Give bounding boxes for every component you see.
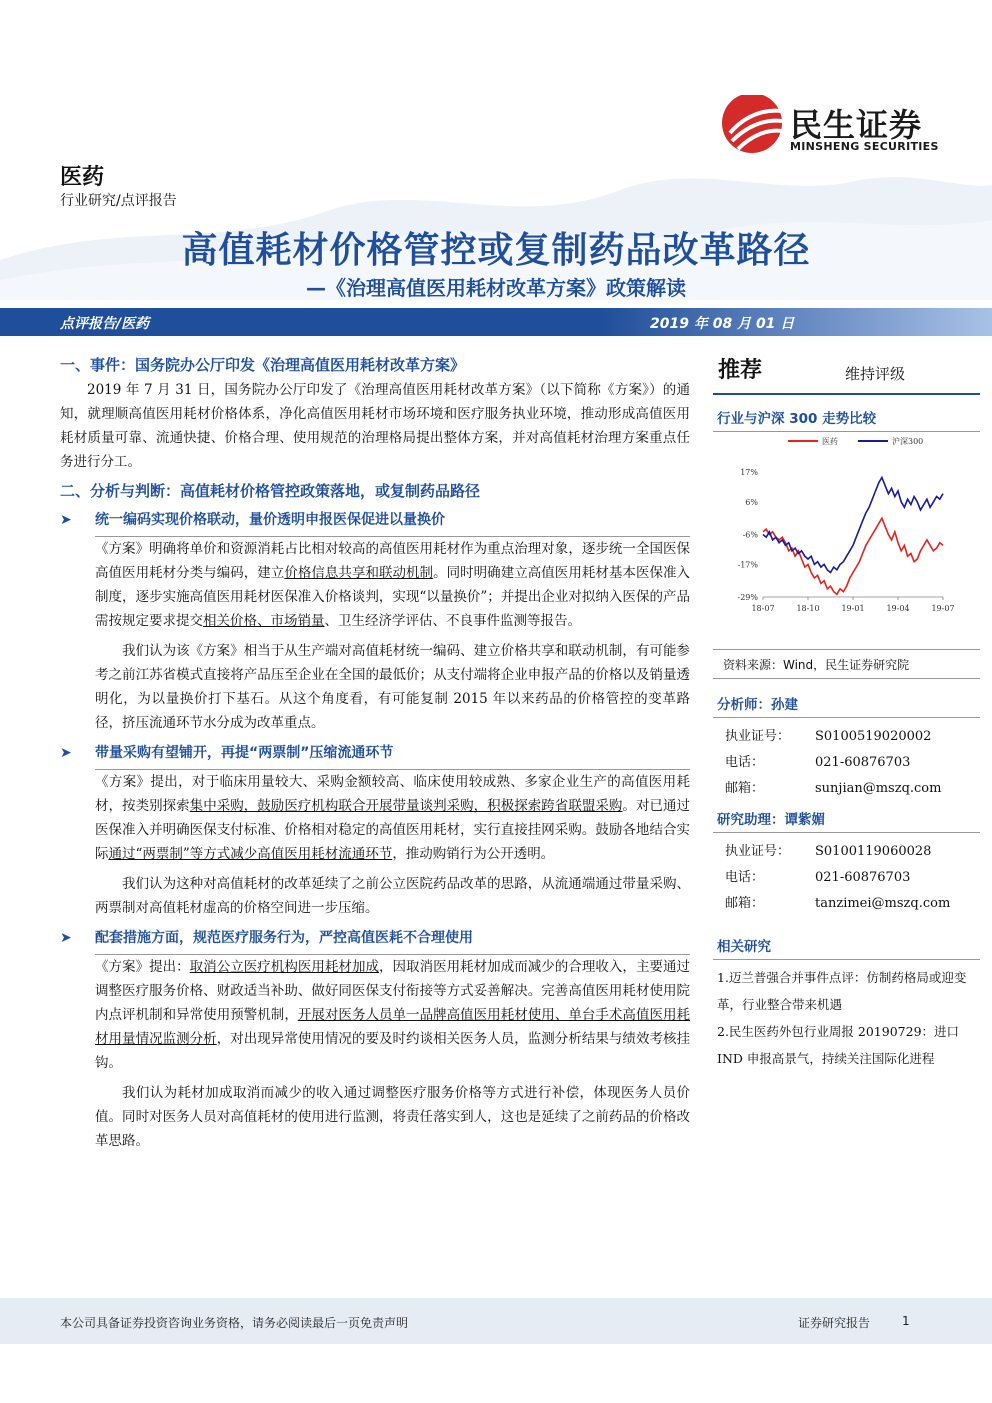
sidebar xyxy=(713,345,980,1072)
analyst-value[interactable]: sunjian@mszq.com xyxy=(815,781,942,796)
section-2-title: 二、分析与判断：高值耗材价格管控政策落地，或复制药品路径 xyxy=(60,482,481,500)
bullet-1-title-text: 统一编码实现价格联动，量价透明申报医保促进以量换价 xyxy=(95,512,445,528)
text-run: 《方案》提出，对于临床用量较大、采购金额较高、临床使用较成熟、多家企业生产的高值医用耗材，按类别探索 xyxy=(95,774,690,814)
sector-label: 医药 xyxy=(60,165,105,190)
y-tick-label: -29% xyxy=(737,593,758,602)
bullet-1-title xyxy=(60,508,690,532)
assistant-key: 电话： xyxy=(725,870,765,885)
y-tick-label: 17% xyxy=(740,468,758,477)
bullet-2-title-text: 带量采购有望铺开，再提“两票制”压缩流通环节 xyxy=(95,745,394,761)
header-bar-category: 点评报告/医药 xyxy=(60,316,150,332)
bullet-3-title xyxy=(60,926,690,950)
text-run: ，因取消医用耗材加成而减少的合理收入，主要通过调整医疗服务价格、财政适当补助、做好同医保支付衔接等方式妥善解决。完善高值医用耗材使用院内点评机制和异常使用预警机制， xyxy=(95,959,691,1023)
bullet-arrow-icon: ➤ xyxy=(60,930,72,946)
bullet-1-paragraph-2: 我们认为该《方案》相当于从生产端对高值耗材统一编码、建立价格共享和联动机制，有可能参考之前江苏省模式直接将产品压至企业在全国的最低价；从支付端将企业申报产品的价格以及销量透明化，为以量换价打下基石。从这个角度看，有可能复制 2015 年以来药品的价格管控的变革路径，挤压流通环节水分成为改革重点。 xyxy=(95,643,690,731)
x-tick-label: 19-07 xyxy=(931,604,955,613)
assistant-value: S0100119060028 xyxy=(815,844,932,859)
x-tick-label: 19-04 xyxy=(886,604,910,613)
legend-label: 医药 xyxy=(822,437,838,446)
underlined-text: 通过“两票制”等方式减少高值医用耗材流通环节 xyxy=(108,846,393,862)
x-tick-label: 18-10 xyxy=(796,604,820,613)
rating-box xyxy=(713,345,980,395)
footer-label: 证券研究报告 xyxy=(798,1316,871,1330)
related-item-1[interactable]: 1.迈兰普强合并事件点评：仿制药格局或迎变革，行业整合带来机遇 xyxy=(717,970,967,1012)
bullet-2-paragraph-2: 我们认为这种对高值耗材的改革延续了之前公立医院药品改革的思路，从流通端通过带量采购、两票制对高值耗材虚高的价格空间进一步压缩。 xyxy=(95,876,690,916)
analyst-row xyxy=(713,750,980,776)
y-tick-label: 6% xyxy=(745,497,758,507)
related-title: 相关研究 xyxy=(713,931,980,960)
y-tick-label: -6% xyxy=(742,530,758,540)
footer-disclaimer: 本公司具备证券投资咨询业务资格，请务必阅读最后一页免责声明 xyxy=(60,1316,409,1330)
section-1-title: 一、事件：国务院办公厅印发《治理高值医用耗材改革方案》 xyxy=(60,356,466,374)
analyst-key: 邮箱： xyxy=(725,781,765,796)
report-type: 行业研究/点评报告 xyxy=(60,193,177,209)
assistant-value: 021-60876703 xyxy=(815,870,911,885)
underlined-text: 集中采购，鼓励医疗机构联合开展带量谈判采购，积极探索跨省联盟采购 xyxy=(189,798,623,814)
assistant-info xyxy=(713,833,980,917)
bullet-arrow-icon: ➤ xyxy=(60,745,72,761)
analyst-info xyxy=(713,718,980,802)
assistant-row xyxy=(713,891,980,917)
bullet-2-title xyxy=(60,741,690,765)
y-tick-label: -17% xyxy=(737,560,758,570)
analyst-value: 021-60876703 xyxy=(815,755,911,770)
bullet-arrow-icon: ➤ xyxy=(60,512,72,528)
series-line xyxy=(763,518,943,594)
trend-chart xyxy=(713,432,980,650)
series-line xyxy=(763,477,943,572)
section-1-paragraph: 2019 年 7 月 31 日，国务院办公厅印发了《治理高值医用耗材改革方案》（以下简称《方案》）的通知，就理顺高值医用耗材价格体系，净化高值医用耗材市场环境和医疗服务执业环境，推动形成高值医用耗材质量可靠、流通快捷、价格合理、使用规范的治理格局提出整体方案，并对高值耗材治理方案重点任务进行分工。 xyxy=(60,382,690,470)
text-run: ，推动购销行为公开透明。 xyxy=(392,846,555,862)
text-run: 。同时明确建立高值医用耗材基本医保准入制度，逐步实施高值医用耗材医保准入价格谈判，实现“以量换价”；并提出企业对拟纳入医保的产品需按规定要求提交 xyxy=(95,565,691,629)
related-research xyxy=(713,960,980,1072)
assistant-row xyxy=(713,839,980,865)
text-run: 。对已通过医保准入并明确医保支付标准、价格相对稳定的高值医用耗材，实行直接挂网采购。鼓励各地结合实际 xyxy=(95,798,691,862)
chart-source: 资料来源：Wind，民生证券研究院 xyxy=(713,650,980,679)
text-run: 《方案》提出： xyxy=(95,959,190,975)
bullet-2-paragraph-1 xyxy=(60,770,690,866)
assistant-row xyxy=(713,865,980,891)
x-tick-label: 19-01 xyxy=(841,604,865,613)
underlined-text: 相关价格、市场销量 xyxy=(203,613,325,629)
brand-name-en: MINSHENG SECURITIES xyxy=(790,140,939,153)
bullet-1-paragraph-1 xyxy=(60,537,690,633)
text-run: 、卫生经济学评估、不良事件监测等报告。 xyxy=(324,613,581,629)
main-content xyxy=(60,350,690,1153)
page-number: 1 xyxy=(902,1314,910,1328)
underlined-text: 价格信息共享和联动机制 xyxy=(284,565,434,581)
analyst-row xyxy=(713,724,980,750)
rating-label: 推荐 xyxy=(718,358,763,383)
related-item-2[interactable]: 2.民生医药外包行业周报 20190729：进口 IND 申报高景气，持续关注国际化进程 xyxy=(717,1024,960,1066)
assistant-title: 研究助理：谭紫媚 xyxy=(713,804,980,833)
brand-name-cn: 民生证券 xyxy=(790,106,923,144)
x-tick-label: 18-07 xyxy=(751,604,775,613)
bullet-3-paragraph-1 xyxy=(60,955,690,1075)
header-bar-date: 2019 年 08 月 01 日 xyxy=(650,316,795,332)
report-title: 高值耗材价格管控或复制药品改革路径 xyxy=(181,230,811,271)
analyst-title: 分析师：孙建 xyxy=(713,689,980,718)
legend-label: 沪深300 xyxy=(892,437,924,446)
text-run: 《方案》明确将单价和资源消耗占比相对较高的高值医用耗材作为重点治理对象，逐步统一全国医保高值医用耗材分类与编码，建立 xyxy=(95,541,690,581)
analyst-key: 电话： xyxy=(725,755,765,770)
report-subtitle: —《治理高值医用耗材改革方案》政策解读 xyxy=(306,276,686,300)
bullet-3-paragraph-2: 我们认为耗材加成取消而减少的收入通过调整医疗服务价格等方式进行补偿，体现医务人员价值。同时对医务人员对高值耗材的使用进行监测，将责任落实到人，这也是延续了之前药品的价格改革思路。 xyxy=(95,1085,690,1149)
underlined-text: 取消公立医疗机构医用耗材加成 xyxy=(189,959,379,975)
underlined-text: 开展对医务人员单一品牌高值医用耗材使用、单台手术高值医用耗材用量情况监测分析 xyxy=(95,1007,691,1047)
analyst-key: 执业证号： xyxy=(725,729,791,744)
trend-chart-svg xyxy=(713,432,980,650)
rating-sub: 维持评级 xyxy=(845,365,906,383)
assistant-key: 执业证号： xyxy=(725,844,791,859)
assistant-key: 邮箱： xyxy=(725,896,765,911)
bullet-3-title-text: 配套措施方面，规范医疗服务行为，严控高值医耗不合理使用 xyxy=(95,930,473,946)
assistant-value[interactable]: tanzimei@mszq.com xyxy=(815,896,951,911)
chart-title: 行业与沪深 300 走势比较 xyxy=(713,403,980,432)
text-run: ，对出现异常使用情况的要及时约谈相关医务人员，监测分析结果与绩效考核挂钩。 xyxy=(95,1031,691,1071)
analyst-row xyxy=(713,776,980,802)
analyst-value: S0100519020002 xyxy=(815,729,932,744)
